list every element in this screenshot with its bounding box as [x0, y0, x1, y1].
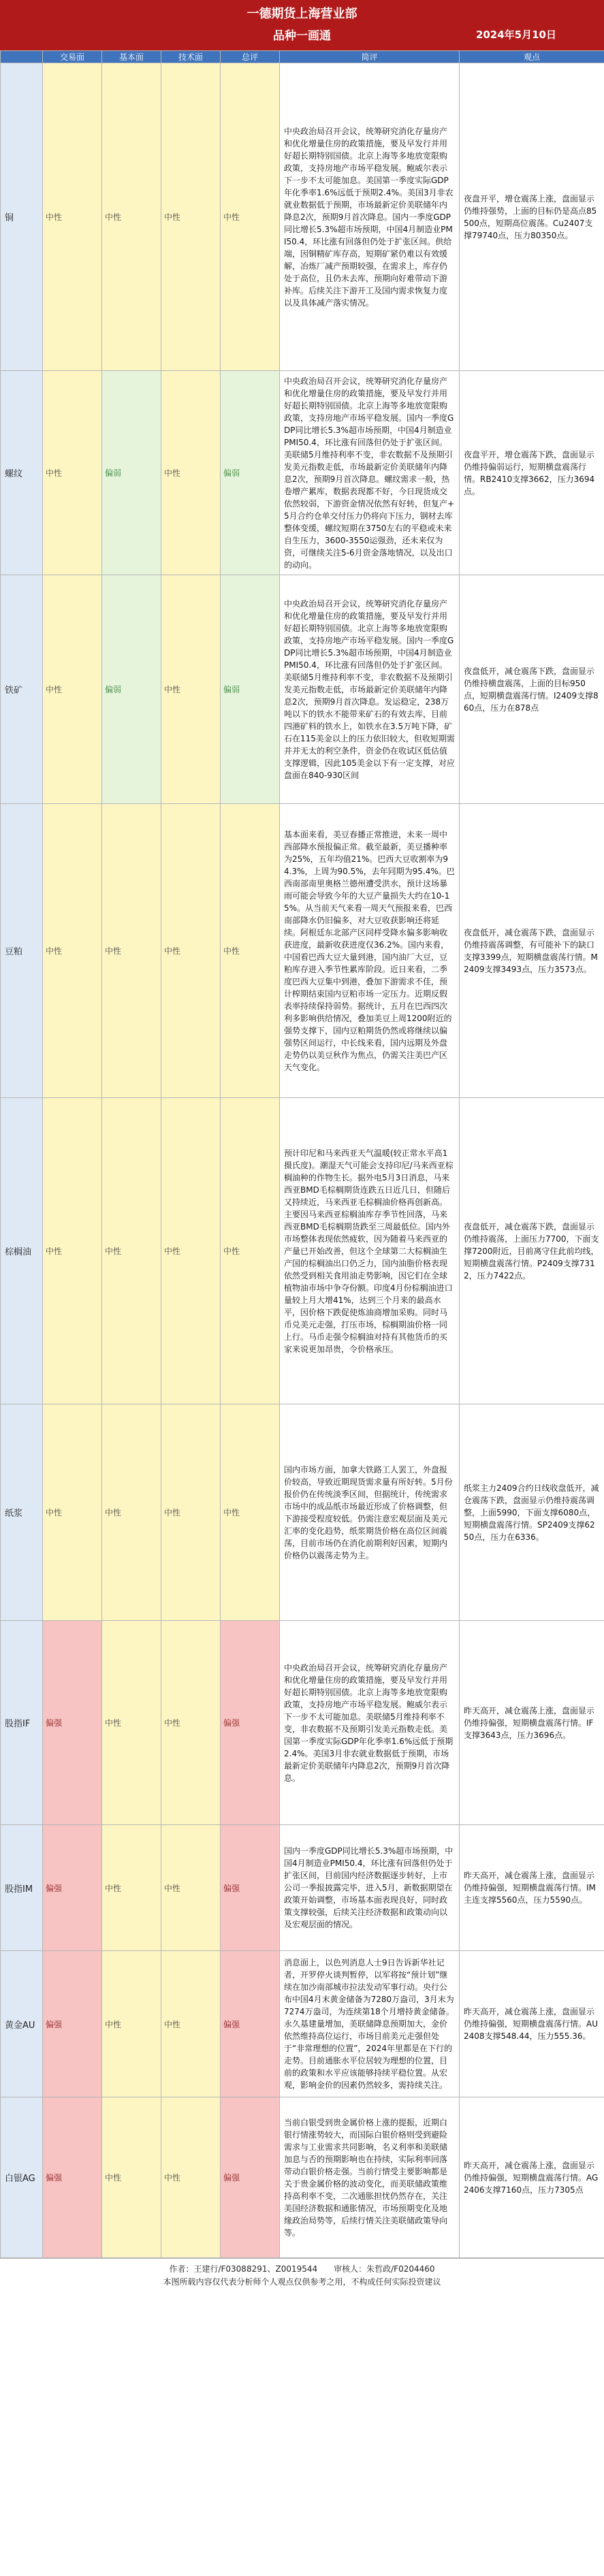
col-header-fundamental: 基本面: [102, 51, 161, 63]
view-text: 昨天高开，减仓震荡上涨，盘面显示仍维持偏强，短期横盘震荡行情。IM主连支撑5560点，压力5590点。: [460, 1825, 604, 1951]
comment-text: 中央政治局召开会议，统筹研究消化存量房产和优化增量住房的政策措施，要及早发行并用好超长期特别国债。北京上海等多地放宽限购政策，支持房地产市场平稳发展。国内一季度GDP同比增长5.3%超市场预期，中国4月制造业PMI50.4，环比涨有回落但仍处于扩张区间。美联储5月维持利率不变，非农数据不及预期引发美元指数走低，市场最新定价美联储年内降息2次，预期9月首次降息。发运稳定，238万吨以下的铁水不能带来矿石的有效去库，目前四港矿料的铁水上，如铁水在3.5万吨下降，矿石在115美金以上的压力依旧较大，但收短期需并并无太的利空条件，资金仍在收试区低估值支撑逻辑，因此105美金以下有一定支撑，对应盘面在840-930区间: [280, 575, 460, 804]
table-header-row: [1, 51, 604, 63]
footer-disclaimer: 本图所载内容仅代表分析师个人观点仅供参考之用，不构成任何实际投资建议: [163, 2277, 441, 2287]
fundamental-rating: 偏弱: [102, 371, 161, 575]
report-header: [0, 0, 604, 50]
col-header-technical: 技术面: [161, 51, 221, 63]
fundamental-rating: 中性: [102, 1825, 161, 1951]
fundamental-rating: 偏弱: [102, 575, 161, 804]
company-title: 一德期货上海营业部: [247, 7, 357, 21]
fundamental-rating: 中性: [102, 1404, 161, 1621]
col-header-name: [1, 51, 43, 63]
commodity-name: 股指IM: [1, 1825, 43, 1951]
table-row: [1, 371, 604, 575]
technical-rating: 中性: [161, 1951, 221, 2097]
view-text: 夜盘平开，增仓震荡下跌，盘面显示仍维持偏弱运行，短期横盘震荡行情。RB2410支撑3662，压力3694点。: [460, 371, 604, 575]
table-row: [1, 2097, 604, 2258]
trade-rating: 偏强: [43, 1951, 102, 2097]
commodity-name: 豆粕: [1, 804, 43, 1098]
trade-rating: 偏强: [43, 2097, 102, 2258]
view-text: 昨天高开，减仓震荡上涨，盘面显示仍维持偏强，短期横盘震荡行情。AG2406支撑7160点，压力7305点: [460, 2097, 604, 2258]
technical-rating: 中性: [161, 804, 221, 1098]
overall-rating: 偏强: [221, 2097, 280, 2258]
table-row: [1, 575, 604, 804]
report-date: 2024年5月10日: [475, 29, 556, 41]
view-text: 夜盘低开，减仓震荡下跌，盘面显示仍维持震荡，上面压力7700，下面支撑7200附近，目前离守住此前均线，短期横盘震荡行情。P2409支撑7312，压力7422点。: [460, 1098, 604, 1404]
trade-rating: 偏强: [43, 1825, 102, 1951]
col-header-trade: 交易面: [43, 51, 102, 63]
commodity-name: 纸浆: [1, 1404, 43, 1621]
trade-rating: 中性: [43, 1404, 102, 1621]
trade-rating: 中性: [43, 1098, 102, 1404]
comment-text: 基本面来看，美豆春播正常推进，未来一周中西部降水预报偏正常。截至最新，美豆播种率为25%，五年均值21%。巴西大豆收割率为94.3%，上周为90.5%，去年同期为95.4%。巴西南部南里奥格兰德州遭受洪水，预计这场暴雨可能会导致今年的大豆产量损失大约在10-15%。从当前天气来看一周天气预报来看，巴西南部降水仍旧偏多，对大豆收获影响还将延续。阿根廷东北部产区同样受降水偏多影响收获进度，最新收获进度仅36.2%。国内来看，中国看巴西大豆大量到港，国内油厂大豆，豆粕库存进入季节性累库阶段。近日来看，二季度巴西大豆集中到港，叠加下游需求不佳，预计榨期结束国内豆粕市场一定压力。近期反假表率持续保持弱势。据统计，五月在巴西四次利多影响供给情况，叠加美豆上周1200附近的强势支撑下，国内豆粕期货仍然或将继续以偏强势区间运行，中长线来看，国内远期及外盘走势仍以美豆秋作为焦点，仍需关注美巴产区天气变化。: [280, 804, 460, 1098]
comment-text: 国内一季度GDP同比增长5.3%超市场预期，中国4月制造业PMI50.4，环比涨有回落但仍处于扩张区间，目前国内经济数据逐步转好，上市公司一季报披露完毕，进入5月，新数据期望在政策开始调整，市场基本面表现良好，同时政策支撑较强，后续关注经济数据和政策动向以及宏观层面的情况。: [280, 1825, 460, 1951]
overall-rating: 中性: [221, 1098, 280, 1404]
table-row: [1, 804, 604, 1098]
comment-text: 中央政治局召开会议，统筹研究消化存量房产和优化增量住房的政策措施，要及早发行并用好超长期特别国债。北京上海等多地放宽限购政策，支持房地产市场平稳发展。鲍威尔表示下一步不太可能加息。美联储5月维持利率不变，非农数据不及预期引发美元指数走低。美国第一季度实际GDP年化季率1.6%远低于预期2.4%。美国3月非农就业数据低于预期，市场最新定价美联储年内降息2次，预期9月首次降息。: [280, 1621, 460, 1825]
commodity-name: 黄金AU: [1, 1951, 43, 2097]
technical-rating: 中性: [161, 1825, 221, 1951]
trade-rating: 中性: [43, 804, 102, 1098]
trade-rating: 中性: [43, 63, 102, 371]
col-header-comment: 简评: [280, 51, 460, 63]
view-text: 昨天高开，减仓震荡上涨，盘面显示仍维持偏强，短期横盘震荡行情。AU2408支撑548.44，压力555.36。: [460, 1951, 604, 2097]
technical-rating: 中性: [161, 371, 221, 575]
table-row: [1, 1825, 604, 1951]
overall-rating: 中性: [221, 63, 280, 371]
technical-rating: 中性: [161, 575, 221, 804]
commodity-name: 铜: [1, 63, 43, 371]
fundamental-rating: 中性: [102, 1951, 161, 2097]
view-text: 夜盘低开，减仓震荡下跌，盘面显示仍维持震荡调整，有可能补下的缺口支撑3399点，短期横盘震荡行情。M2409支撑3493点，压力3573点。: [460, 804, 604, 1098]
view-text: 夜盘开平，增仓震荡上涨，盘面显示仍维持强势，上面的目标仍是高点85500点，短期高位震荡。Cu2407支撑79740点，压力80350点。: [460, 63, 604, 371]
overall-rating: 偏强: [221, 1951, 280, 2097]
table-row: [1, 63, 604, 371]
comment-text: 当前白银受到贵金属价格上涨的提振，近期白银行情涨势较大，而国际白银价格则受到避险需求与工业需求共同影响，名义利率和美联储加息与否的预期影响也在持续，实际利率回落带动白银价格走强。当前行情受主要影响都是关于贵金属价格的波动变化，而美联储政策维持高利率不变，二次通胀担忧仍然存在，关注美国经济数据和通胀情况，市场预期变化及地缘政治局势等，后续行情关注美联储政策导向等。: [280, 2097, 460, 2258]
comment-text: 消息面上，以色列消息人士9日告诉新华社记者，开罗停火谈判暂停，以军将按“预计划”继续在加沙南部城市拉法发动军事行动。央行公布中国4月末黄金储备为7280万盎司，3月末为7274万盎司，为连续第18个月增持黄金储备。永久基建量增加，美联储降息预期加大，金价依然维持高位运行，市场目前美元走强但处于“非常理想的位置”，2024年里都是在下行的走势。目前通胀水平位居较为理想的位置，目前的政策和水平应该能够持续平稳位置。从宏观，影响金价的因素仍然较多，需持续关注。: [280, 1951, 460, 2097]
overall-rating: 偏强: [221, 1621, 280, 1825]
table-row: [1, 1404, 604, 1621]
fundamental-rating: 中性: [102, 63, 161, 371]
technical-rating: 中性: [161, 1621, 221, 1825]
commodity-name: 股指IF: [1, 1621, 43, 1825]
commodity-name: 螺纹: [1, 371, 43, 575]
overall-rating: 中性: [221, 804, 280, 1098]
trade-rating: 中性: [43, 575, 102, 804]
fundamental-rating: 中性: [102, 1621, 161, 1825]
commodity-table: [0, 50, 604, 2258]
comment-text: 中央政治局召开会议，统筹研究消化存量房产和优化增量住房的政策措施，要及早发行并用好超长期特别国债。北京上海等多地放宽限购政策，支持房地产市场平稳发展。国内一季度GDP同比增长5.3%超市场预期，中国4月制造业PMI50.4，环比涨有回落但仍处于扩张区间。美联储5月维持利率不变，非农数据不及预期引发美元指数走低，市场最新定价美联储年内降息2次，预期9月首次降息。螺纹需求一般，热卷增产累库，数据表现都不好，今日现货成交依然较弱，下游资金情况依然有好转，但复产+5月合约仓单交付压力仍将向下压力，钢材去库整体变缓，螺纹短期在3750左右的平稳或未来自生压力，3600-3550运强劲，还未来仅为资，可继续关注5-6月资金落地情况，以及出口的动向。: [280, 371, 460, 575]
overall-rating: 偏强: [221, 1825, 280, 1951]
col-header-overall: 总评: [221, 51, 280, 63]
fundamental-rating: 中性: [102, 2097, 161, 2258]
overall-rating: 中性: [221, 1404, 280, 1621]
view-text: 纸浆主力2409合约日线收盘低开，减仓震荡下跌，盘面显示仍维持震荡调整，上面5990，下面支撑6080点，短期横盘震荡行情。SP2409支撑6250点，压力在6336。: [460, 1404, 604, 1621]
col-header-view: 观点: [460, 51, 604, 63]
comment-text: 国内市场方面，加拿大铁路工人罢工，外盘报价较高，导致近期现货需求量有所好转。5月份报价仍在传统淡季区间，但据统计，传统需求市场中的成品纸市场最近形成了价格调整，但下游接受程度较低。仍需注意宏观层面及美元汇率的变化趋势，纸浆期货价格在高位区间震荡，目前市场仍在消化前期利好因素，短期内价格仍以震荡走势为主。: [280, 1404, 460, 1621]
trade-rating: 中性: [43, 371, 102, 575]
technical-rating: 中性: [161, 2097, 221, 2258]
report-footer: [0, 2258, 604, 2294]
footer-authors: 作者：王建行/F03088291、Z0019544 审核人：朱哲政/F0204460: [169, 2264, 435, 2274]
comment-text: 预计印尼和马来西亚天气温暖(较正常水平高1摄氏度)。潮湿天气可能会支持印尼/马来西亚棕榈油种的作物生长。据外电5月3日消息，马来西亚BMD毛棕榈期货连跌五日近几日，但随后又持续近，马来西亚毛棕榈油价格再创新高。主要因马来西亚棕榈油库存季节性回落，马来西亚BMD毛棕榈期货跌至三周最低位。国内外市场整体表现依然疲软，因为随着马来西亚的产量已开始改善，但这个全球第二大棕榈油生产国的棕榈油出口仍乏力，国内油脂价格表现依然受到相关食用油走势影响，因它们在全球植物油市场中争夺份额。印度4月份棕榈油进口量较上月大增41%，达到三个月来的最高水平，因价格下跌促使炼油商增加采购。同时马币兑美元走强，打压市场，棕榈期油价格一同上行。马币走强令棕榈油对持有其他货币的买家来说更加昂贵，令价格承压。: [280, 1098, 460, 1404]
table-row: [1, 1621, 604, 1825]
view-text: 夜盘低开，减仓震荡下跌，盘面显示仍维持横盘震荡，上面的目标950点，短期横盘震荡行情。I2409支撑860点，压力在878点: [460, 575, 604, 804]
fundamental-rating: 中性: [102, 804, 161, 1098]
view-text: 昨天高开，减仓震荡上涨，盘面显示仍维持偏强，短期横盘震荡行情。IF支撑3643点，压力3696点。: [460, 1621, 604, 1825]
comment-text: 中央政治局召开会议，统筹研究消化存量房产和优化增量住房的政策措施，要及早发行并用好超长期特别国债。北京上海等多地放宽限购政策，支持房地产市场平稳发展。鲍威尔表示下一步不太可能加息。美国第一季度实际GDP年化季率1.6%远低于预期2.4%。美国3月非农就业数据低于预期，市场最新定价美联储年内降息2次，预期9月首次降息。国内一季度GDP同比增长5.3%超市场预期，中国4月制造业PMI50.4，环比涨有回落但仍处于扩张区间。供给端，因铜精矿库存高，短期矿紧仍难以有效缓解，冶炼厂减产预期较强，在需求上，库存仍处于高位，且仍未去库，预期向好难带动下游补库。后续关注下游开工及国内需求恢复力度以及具体减产落实情况。: [280, 63, 460, 371]
trade-rating: 偏强: [43, 1621, 102, 1825]
commodity-name: 白银AG: [1, 2097, 43, 2258]
commodity-name: 棕榈油: [1, 1098, 43, 1404]
technical-rating: 中性: [161, 63, 221, 371]
table-row: [1, 1098, 604, 1404]
overall-rating: 偏弱: [221, 575, 280, 804]
overall-rating: 偏弱: [221, 371, 280, 575]
commodity-name: 铁矿: [1, 575, 43, 804]
technical-rating: 中性: [161, 1404, 221, 1621]
report-title: 品种一画通: [273, 29, 331, 43]
technical-rating: 中性: [161, 1098, 221, 1404]
fundamental-rating: 中性: [102, 1098, 161, 1404]
table-row: [1, 1951, 604, 2097]
